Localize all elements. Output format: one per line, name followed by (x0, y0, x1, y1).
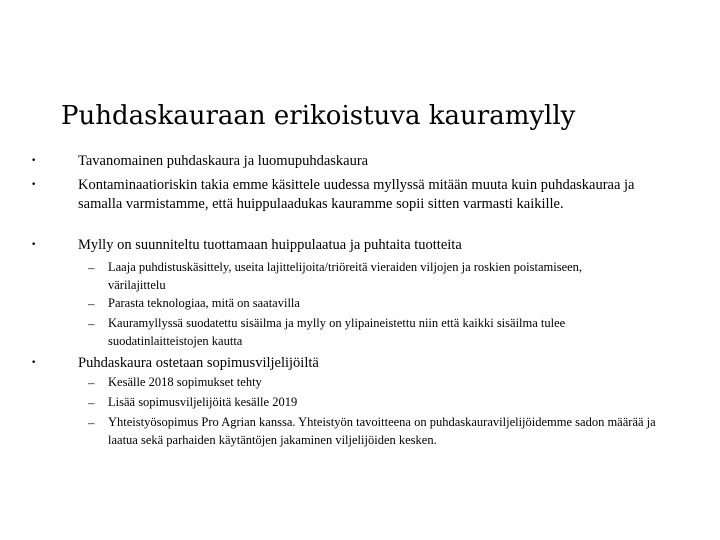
sub-bullet-marker: – (88, 395, 95, 410)
sub-bullet-text: Lisää sopimusviljelijöitä kesälle 2019 (108, 395, 298, 409)
bullet-text: Tavanomainen puhdaskaura ja luomupuhdaskaura (78, 153, 369, 169)
sub-bullet-marker: – (88, 260, 95, 275)
slide-title: Puhdaskauraan erikoistuva kauramylly (61, 101, 576, 131)
bullet-text: Mylly on suunniteltu tuottamaan huippulaatua ja puhtaita tuotteita (78, 237, 462, 253)
bullet-text: Puhdaskaura ostetaan sopimusviljelijöiltä (78, 355, 319, 371)
bullet-marker: • (31, 180, 37, 190)
bullet-marker: • (31, 240, 37, 250)
sub-bullet-text: Yhteistyösopimus Pro Agrian kanssa. Yhteistyön tavoitteena on puhdaskauraviljelijöidemme sadon määrää ja laatua sekä parhaiden käytäntöjen jakaminen viljelijöiden kesken. (108, 415, 656, 447)
sub-bullet-text: Parasta teknologiaa, mitä on saatavilla (108, 296, 300, 310)
sub-bullet-marker: – (88, 415, 95, 430)
sub-bullet-marker: – (88, 375, 95, 390)
sub-bullet-text: Kauramyllyssä suodatettu sisäilma ja mylly on ylipaineistettu niin että kaikki sisäilma tulee suodatinlaitteistojen kautta (108, 316, 566, 348)
sub-bullet-text: Laaja puhdistuskäsittely, useita lajittelijoita/triöreitä vieraiden viljojen ja roskien poistamiseen, värilajittelu (108, 260, 583, 292)
bullet-marker: • (31, 156, 37, 166)
sub-bullet-marker: – (88, 296, 95, 311)
sub-bullet-text: Kesälle 2018 sopimukset tehty (108, 375, 262, 389)
sub-bullet-marker: – (88, 316, 95, 331)
bullet-text: Kontaminaatioriskin takia emme käsittele uudessa myllyssä mitään muuta kuin puhdaskauraa ja samalla varmistamme, että huippulaadukas kauramme sopii sitten varmasti kaikille. (78, 177, 635, 212)
bullet-marker: • (31, 358, 37, 368)
